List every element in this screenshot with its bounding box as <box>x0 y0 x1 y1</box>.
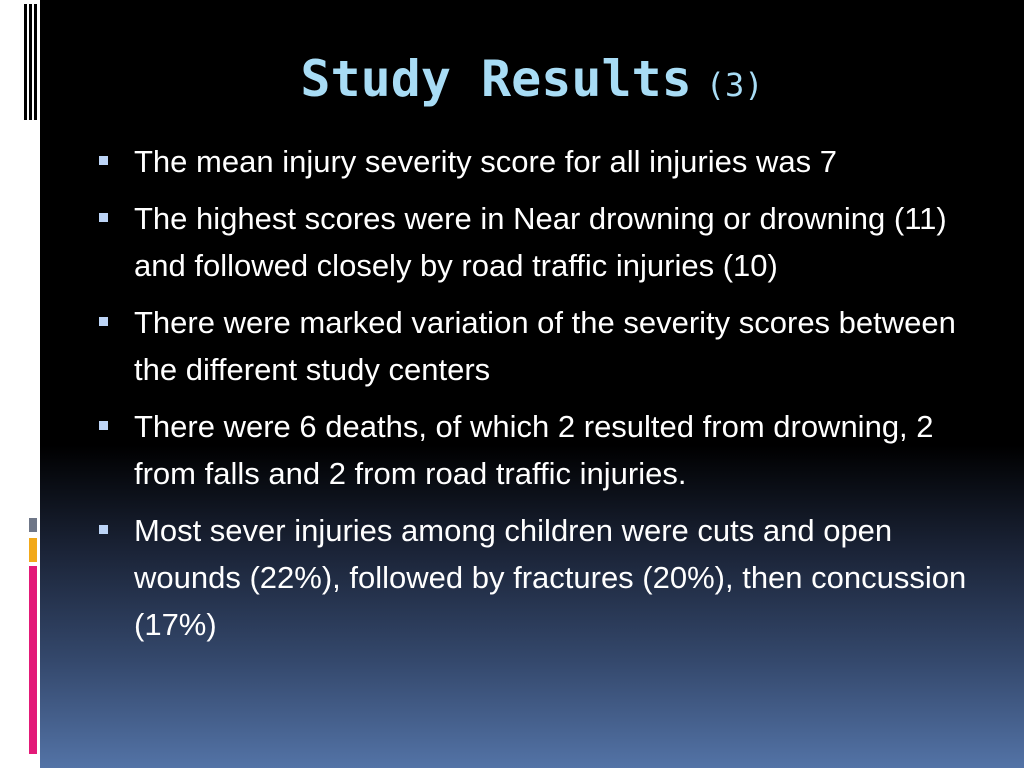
bullet-square-icon <box>99 213 108 222</box>
vertical-lines-decoration <box>24 4 38 120</box>
bullet-item <box>96 195 976 289</box>
bullet-square-icon <box>99 525 108 534</box>
slide-title <box>40 46 1024 118</box>
bullet-item <box>96 507 976 648</box>
bullet-text: The mean injury severity score for all injuries was 7 <box>134 144 837 179</box>
bullet-text: There were marked variation of the severity scores between the different study centers <box>134 305 956 387</box>
bullet-item <box>96 299 976 393</box>
bullet-text: Most sever injuries among children were cuts and open wounds (22%), followed by fractures (20%), then concussion (17%) <box>134 513 967 642</box>
bullet-list <box>96 138 976 658</box>
bullet-square-icon <box>99 317 108 326</box>
bullet-text: There were 6 deaths, of which 2 resulted from drowning, 2 from falls and 2 from road traffic injuries. <box>134 409 934 491</box>
slide-title-text: Study Results <box>300 50 692 108</box>
bullet-item <box>96 403 976 497</box>
bullet-item <box>96 138 976 185</box>
bullet-text: The highest scores were in Near drowning or drowning (11) and followed closely by road traffic injuries (10) <box>134 201 947 283</box>
bullet-square-icon <box>99 156 108 165</box>
bullet-square-icon <box>99 421 108 430</box>
slide-title-number: (3) <box>705 66 764 104</box>
gray-accent-bar <box>29 518 37 532</box>
pink-accent-bar <box>29 566 37 754</box>
left-decoration-strip <box>0 0 40 768</box>
orange-accent-bar <box>29 538 37 562</box>
